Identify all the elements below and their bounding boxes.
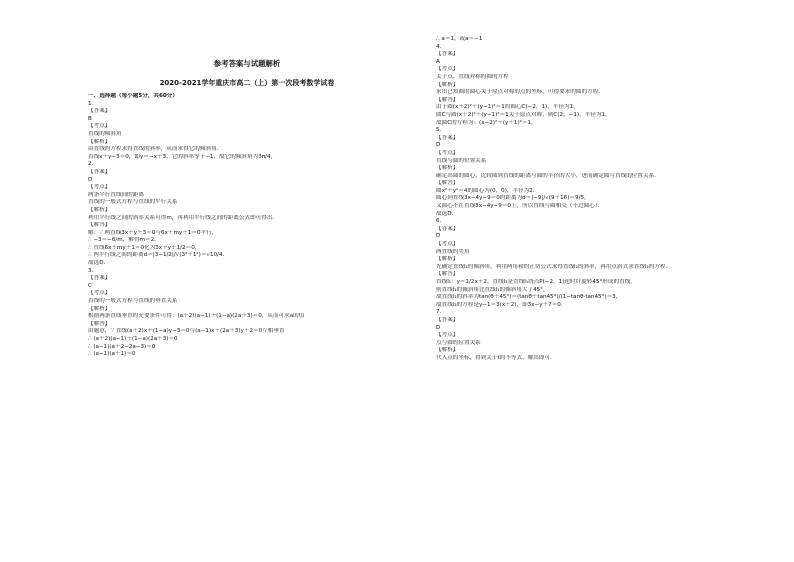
- text-line: 一、选择题（每小题5分，共60分）: [88, 93, 178, 99]
- text-line: 由于圆(x＋2)²＋(y−1)²＝1的圆心C(−2，1)，半径为1，: [436, 104, 579, 111]
- text-line: 直线的一般式方程与直线的垂直关系: [88, 298, 178, 305]
- text-line: 直线的一般式方程与直线的平行关系: [88, 199, 178, 206]
- text-line: 2.: [88, 161, 94, 168]
- text-line: 两直线的夹角: [436, 248, 470, 255]
- text-line: 故选D．: [88, 260, 110, 267]
- text-line: 【答案】: [88, 108, 111, 115]
- text-line: D: [436, 233, 441, 240]
- text-line: 【答案】: [436, 134, 459, 141]
- text-line: 3.: [88, 267, 94, 274]
- text-line: 故圆C的方程为：(x−2)²＋(y＋1)²＝1，: [436, 119, 537, 126]
- text-line: A: [436, 58, 440, 65]
- text-line: 5.: [436, 127, 442, 134]
- text-line: D: [88, 176, 93, 183]
- text-line: 【考点】: [88, 290, 111, 297]
- text-line: ∴ −3＝−6/m，解得m＝2．: [88, 237, 160, 244]
- text-line: 【解析】: [436, 81, 459, 88]
- text-line: 直线的倾斜角: [88, 130, 122, 137]
- text-line: 解：∵ 两直线3x＋y＋3＝0与6x＋my＋1＝0平行，: [88, 229, 218, 236]
- text-line: 7.: [436, 309, 442, 316]
- text-line: 故选D．: [436, 210, 458, 217]
- text-line: 点与圆的位置关系: [436, 339, 481, 346]
- text-line: 【解答】: [436, 271, 459, 278]
- text-line: 求出已知圆的圆心关于原点对称的点的坐标，可得要求的圆的方程．: [436, 89, 604, 96]
- exam-subtitle: 2020-2021学年重庆市高二（上）第一次段考数学试卷: [159, 79, 335, 87]
- text-line: 【答案】: [436, 316, 459, 323]
- left-column: [88, 93, 406, 562]
- text-line: 故直线l₂的方程是y−1＝3(x＋2)，即3x−y＋7＝0．: [436, 301, 567, 308]
- text-line: 【答案】: [436, 225, 459, 232]
- text-line: 圆心到直线3x−4y−9＝0的距离为d＝|−9|/√(9＋16)＝9/5，: [436, 195, 590, 202]
- text-line: 确定出圆的圆心，比较圆到直线的距离与圆的半径的大小，进而确定圆与直线的位置关系．: [436, 172, 660, 179]
- text-line: D: [436, 324, 441, 331]
- text-line: 【考点】: [436, 66, 459, 73]
- text-line: 圆C与圆(x＋2)²＋(y−1)²＝1关于原点对称，则C(2，−1)，半径为1，: [436, 111, 611, 118]
- text-line: ∴ 两平行线之间的距离d＝|3−1/2|/√(3²＋1²)＝√10/4．: [88, 252, 229, 259]
- text-line: 圆x²＋y²＝4的圆心为(0，0)，半径为2．: [436, 187, 539, 194]
- text-line: 两条平行直线间的距离: [88, 191, 144, 198]
- text-line: 6.: [436, 218, 442, 225]
- text-line: 又圆心不在直线3x−4y−9＝0上，所以直线与圆相交（不过圆心）．: [436, 203, 604, 210]
- text-line: 【考点】: [88, 184, 111, 191]
- text-line: 直线x＋y−3＝0，即y＝−x＋3，它的斜率等于−1，故它的倾斜角为3π/4，: [88, 153, 277, 160]
- text-line: 【解析】: [436, 347, 459, 354]
- text-line: 【解答】: [436, 180, 459, 187]
- text-line: 先确定直线l₁的倾斜角，利用两角和的正切公式求得直线l₂的斜率，再用点斜式求直线l₂的方程．: [436, 263, 672, 270]
- text-line: 则直线l₂的倾斜角比直线l₁的倾斜角大了45°，: [436, 286, 549, 293]
- text-line: 【解析】: [88, 305, 111, 312]
- text-line: 【解答】: [88, 222, 111, 229]
- text-line: 【考点】: [436, 241, 459, 248]
- text-line: 由直线的方程求得直线的斜率，从而求得它的倾斜角．: [88, 146, 223, 153]
- text-line: B: [88, 115, 92, 122]
- text-line: 利用平行线之间的斜率关系可得m，再利用平行线之间的距离公式即可得出．: [88, 214, 279, 221]
- text-line: ∴ (a＋2)(a−1)＋(1−a)(2a＋3)＝0: [88, 336, 178, 342]
- text-line: 关于点、直线对称的圆的方程: [436, 73, 509, 80]
- text-line: D: [436, 142, 441, 149]
- text-line: 【解析】: [436, 165, 459, 172]
- text-line: 【考点】: [436, 332, 459, 339]
- text-line: 【解答】: [88, 320, 111, 327]
- right-column: [436, 36, 754, 562]
- text-line: 【答案】: [88, 168, 111, 175]
- text-line: 【解析】: [88, 206, 111, 213]
- text-line: 【答案】: [88, 275, 111, 282]
- text-line: 【解答】: [436, 96, 459, 103]
- text-line: 【考点】: [88, 123, 111, 130]
- text-line: 4.: [436, 43, 442, 50]
- text-line: ∴ a＝1，或a＝−1: [436, 36, 483, 42]
- text-line: ∴ 直线6x＋my＋1＝0化为3x＋y＋1/2＝0，: [88, 244, 201, 251]
- text-line: 【答案】: [436, 51, 459, 58]
- text-line: 根据两条直线垂直的充要条件可得：(a＋2)(a−1)＋(1−a)(2a＋3)＝0，从而可求a的值: [88, 313, 305, 320]
- text-line: 直线与圆的位置关系: [436, 157, 487, 164]
- text-line: 代入点的坐标，得到关于t的不等式，解出即可．: [436, 354, 556, 361]
- text-line: 故直线l₂的斜率为tan(θ＋45°)＝(tanθ＋tan45°)/(1−tanθ·tan45°)＝3，: [436, 294, 622, 301]
- text-line: ∴ (a−1)(a＋1)＝0: [88, 351, 136, 358]
- text-line: ∴ (a−1)(a＋2−2a−3)＝0: [88, 343, 156, 350]
- text-line: 【考点】: [436, 149, 459, 156]
- text-line: 直线l₁：y＝1/2x＋2，直线l₂是直线l₁绕点P(−2，1)逆时针旋转45°形成的直线，: [436, 279, 636, 285]
- text-line: 1.: [88, 100, 94, 107]
- page-title: 参考答案与试题解析: [213, 59, 281, 68]
- text-line: C: [88, 282, 92, 289]
- text-line: 【解析】: [88, 138, 111, 145]
- text-line: 由题意，∵ 直线(a＋2)x＋(1−a)y−3＝0与(a−1)x＋(2a＋3)y＋2＝0互相垂直: [88, 328, 285, 335]
- text-line: 【解析】: [436, 256, 459, 263]
